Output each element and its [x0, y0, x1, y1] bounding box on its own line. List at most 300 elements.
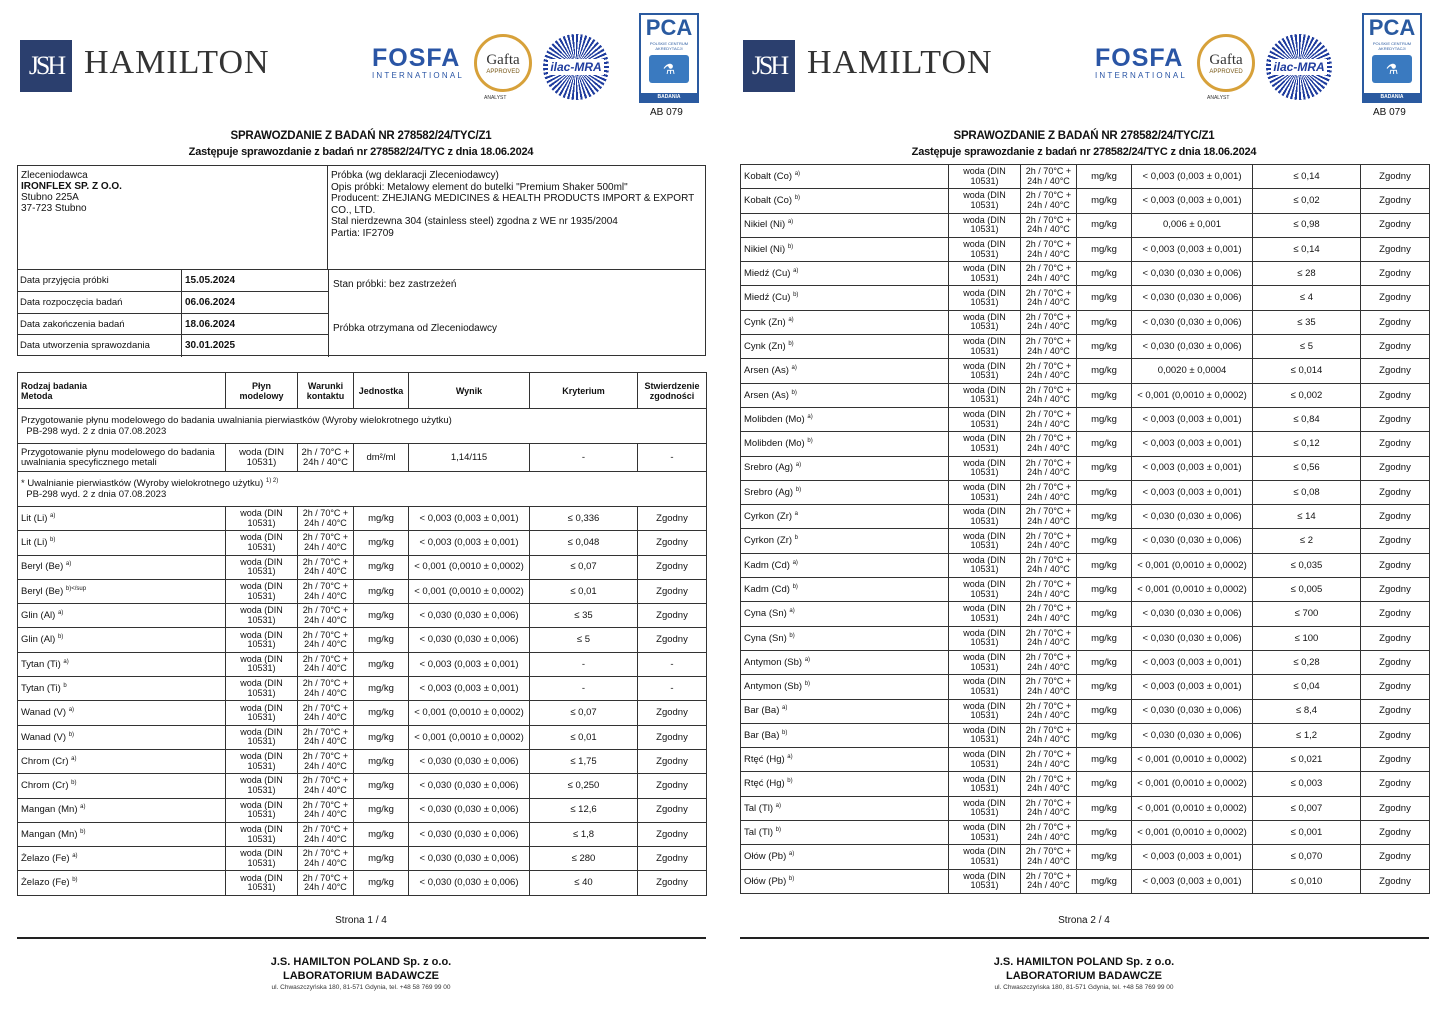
conditions-cell: 2h / 70°C + 24h / 40°C — [1021, 869, 1077, 893]
fluid-cell: woda (DIN 10531) — [949, 286, 1021, 310]
table-row — [741, 845, 1430, 869]
compliance-cell: Zgodny — [638, 847, 707, 871]
element-label: Nikiel (Ni) — [744, 243, 786, 255]
fluid-cell: woda (DIN 10531) — [226, 798, 298, 822]
element-label: Arsen (As) — [744, 365, 789, 377]
table-row — [18, 798, 707, 822]
element-name — [18, 871, 226, 895]
table-row — [18, 847, 707, 871]
element-label: Rtęć (Hg) — [744, 754, 785, 766]
unit-cell: mg/kg — [354, 847, 409, 871]
unit-cell: mg/kg — [354, 798, 409, 822]
conditions-cell: 2h / 70°C + 24h / 40°C — [298, 798, 354, 822]
fluid-cell: woda (DIN 10531) — [226, 774, 298, 798]
result-cell: < 0,030 (0,030 ± 0,006) — [1132, 310, 1253, 334]
prep-name: Przygotowanie płynu modelowego do badania uwalniania specyficznego metali — [18, 444, 226, 472]
compliance-cell: Zgodny — [1361, 237, 1430, 261]
compliance-cell: Zgodny — [1361, 310, 1430, 334]
hamilton-logo-mark: JSH — [20, 40, 72, 92]
result-cell: < 0,001 (0,0010 ± 0,0002) — [1132, 578, 1253, 602]
unit-cell: mg/kg — [1077, 407, 1132, 431]
compliance-cell: Zgodny — [638, 749, 707, 773]
unit-cell: mg/kg — [1077, 359, 1132, 383]
date-row — [18, 335, 328, 357]
page-number: Strona 1 / 4 — [335, 915, 387, 926]
result-cell: < 0,030 (0,030 ± 0,006) — [1132, 262, 1253, 286]
date-label: Data przyjęcia próbki — [18, 270, 182, 291]
result-cell: < 0,030 (0,030 ± 0,006) — [409, 749, 530, 773]
table-row — [18, 507, 707, 531]
date-row — [18, 270, 328, 292]
compliance-cell: Zgodny — [1361, 529, 1430, 553]
criterion-cell: ≤ 0,021 — [1253, 748, 1361, 772]
element-name — [741, 407, 949, 431]
element-label: Srebro (Ag) — [744, 486, 794, 498]
footer-address: ul. Chwaszczyńska 180, 81-571 Gdynia, tel. +48 58 769 99 00 — [994, 984, 1174, 991]
compliance-cell: Zgodny — [1361, 723, 1430, 747]
table-row — [741, 772, 1430, 796]
fluid-cell: woda (DIN 10531) — [949, 772, 1021, 796]
client-block — [18, 166, 328, 270]
result-cell: < 0,003 (0,003 ± 0,001) — [1132, 165, 1253, 189]
unit-cell: mg/kg — [1077, 650, 1132, 674]
fluid-cell: woda (DIN 10531) — [949, 456, 1021, 480]
result-cell: < 0,030 (0,030 ± 0,006) — [1132, 723, 1253, 747]
criterion-cell: ≤ 0,01 — [530, 579, 638, 603]
table-row — [741, 262, 1430, 286]
element-label: Mangan (Mn) — [21, 804, 78, 816]
hamilton-logo-mark: JSH — [743, 40, 795, 92]
footnote-mark: a — [794, 510, 799, 517]
criterion-cell: ≤ 35 — [1253, 310, 1361, 334]
conditions-cell: 2h / 70°C + 24h / 40°C — [1021, 553, 1077, 577]
prep-fluid: woda (DIN 10531) — [226, 444, 298, 472]
criterion-cell: ≤ 0,070 — [1253, 845, 1361, 869]
unit-cell: mg/kg — [354, 677, 409, 701]
element-name — [741, 189, 949, 213]
fluid-cell: woda (DIN 10531) — [226, 701, 298, 725]
unit-cell: mg/kg — [354, 871, 409, 895]
flask-icon: ⚗ — [649, 55, 689, 83]
conditions-cell: 2h / 70°C + 24h / 40°C — [1021, 699, 1077, 723]
criterion-cell: ≤ 0,02 — [1253, 189, 1361, 213]
table-row — [741, 650, 1430, 674]
pca-title: PCA — [645, 15, 693, 40]
fluid-cell: woda (DIN 10531) — [949, 578, 1021, 602]
compliance-cell: Zgodny — [1361, 407, 1430, 431]
footer-company: J.S. HAMILTON POLAND Sp. z o.o. — [270, 956, 452, 968]
footnote-mark: b) — [793, 292, 799, 299]
table-row — [18, 725, 707, 749]
unit-cell: mg/kg — [354, 652, 409, 676]
table-row — [18, 628, 707, 652]
criterion-cell: ≤ 0,250 — [530, 774, 638, 798]
element-label: Chrom (Cr) — [21, 780, 69, 792]
pca-code: AB 079 — [650, 107, 683, 118]
result-cell: < 0,003 (0,003 ± 0,001) — [1132, 407, 1253, 431]
unit-cell: mg/kg — [354, 555, 409, 579]
fosfa-title: FOSFA — [1095, 44, 1184, 72]
fluid-cell: woda (DIN 10531) — [949, 262, 1021, 286]
criterion-cell: ≤ 0,28 — [1253, 650, 1361, 674]
report-info-box — [17, 165, 706, 356]
element-label: Cynk (Zn) — [744, 316, 786, 328]
result-cell: < 0,003 (0,003 ± 0,001) — [1132, 189, 1253, 213]
element-label: Cynk (Zn) — [744, 340, 786, 352]
result-cell: < 0,030 (0,030 ± 0,006) — [409, 774, 530, 798]
element-name — [741, 335, 949, 359]
fluid-cell: woda (DIN 10531) — [226, 725, 298, 749]
gafta-seal — [474, 34, 532, 92]
report-subtitle: Zastępuje sprawozdanie z badań nr 278582/24/TYC z dnia 18.06.2024 — [911, 146, 1257, 158]
hamilton-logo-text: HAMILTON — [84, 44, 270, 81]
th-fluid: Płyn modelowy — [226, 373, 298, 409]
date-value: 30.01.2025 — [185, 340, 236, 352]
fluid-cell: woda (DIN 10531) — [949, 650, 1021, 674]
unit-cell: mg/kg — [354, 749, 409, 773]
unit-cell: mg/kg — [1077, 480, 1132, 504]
pca-sub: POLSKIE CENTRUM AKREDYTACJI — [1372, 41, 1412, 51]
fluid-cell: woda (DIN 10531) — [949, 165, 1021, 189]
footnote-mark: b) — [50, 537, 56, 544]
conditions-cell: 2h / 70°C + 24h / 40°C — [1021, 189, 1077, 213]
footnote-mark: a) — [80, 804, 86, 811]
sample-state: Stan próbki: bez zastrzeżeń — [333, 279, 457, 290]
criterion-cell: ≤ 0,048 — [530, 531, 638, 555]
result-cell: < 0,003 (0,003 ± 0,001) — [409, 507, 530, 531]
compliance-cell: Zgodny — [1361, 213, 1430, 237]
conditions-cell: 2h / 70°C + 24h / 40°C — [298, 507, 354, 531]
element-name — [18, 677, 226, 701]
conditions-cell: 2h / 70°C + 24h / 40°C — [1021, 359, 1077, 383]
element-label: Chrom (Cr) — [21, 755, 69, 767]
table-row — [741, 578, 1430, 602]
element-label: Miedź (Cu) — [744, 292, 791, 304]
unit-cell: mg/kg — [1077, 723, 1132, 747]
unit-cell: mg/kg — [354, 822, 409, 846]
element-name — [741, 821, 949, 845]
footnote-mark: b) — [789, 632, 795, 639]
element-name — [741, 772, 949, 796]
criterion-cell: ≤ 0,08 — [1253, 480, 1361, 504]
conditions-cell: 2h / 70°C + 24h / 40°C — [298, 652, 354, 676]
element-label: Cyrkon (Zr) — [744, 535, 793, 547]
compliance-cell: Zgodny — [638, 725, 707, 749]
footnote-mark: b) — [792, 583, 798, 590]
criterion-cell: ≤ 0,01 — [530, 725, 638, 749]
footnote-mark: a) — [71, 755, 77, 762]
compliance-cell: Zgodny — [638, 507, 707, 531]
criterion-cell: ≤ 0,84 — [1253, 407, 1361, 431]
compliance-cell: Zgodny — [1361, 772, 1430, 796]
criterion-cell: ≤ 14 — [1253, 505, 1361, 529]
conditions-cell: 2h / 70°C + 24h / 40°C — [1021, 650, 1077, 674]
conditions-cell: 2h / 70°C + 24h / 40°C — [1021, 286, 1077, 310]
unit-cell: mg/kg — [1077, 626, 1132, 650]
conditions-cell: 2h / 70°C + 24h / 40°C — [298, 725, 354, 749]
unit-cell: mg/kg — [1077, 335, 1132, 359]
fluid-cell: woda (DIN 10531) — [949, 699, 1021, 723]
table-row — [18, 555, 707, 579]
compliance-cell: Zgodny — [638, 871, 707, 895]
client-label: Zleceniodawca — [21, 170, 88, 181]
sample-producer: Producent: ZHEJIANG MEDICINES & HEALTH PRODUCTS IMPORT & EXPORT CO., LTD. — [331, 193, 695, 216]
result-cell: < 0,001 (0,0010 ± 0,0002) — [409, 725, 530, 749]
element-label: Beryl (Be) — [21, 585, 64, 597]
element-name — [741, 505, 949, 529]
unit-cell: mg/kg — [1077, 675, 1132, 699]
result-cell: < 0,030 (0,030 ± 0,006) — [1132, 699, 1253, 723]
conditions-cell: 2h / 70°C + 24h / 40°C — [1021, 456, 1077, 480]
conditions-cell: 2h / 70°C + 24h / 40°C — [1021, 821, 1077, 845]
compliance-cell: Zgodny — [1361, 189, 1430, 213]
conditions-cell: 2h / 70°C + 24h / 40°C — [1021, 505, 1077, 529]
compliance-cell: Zgodny — [638, 628, 707, 652]
prep-ok: - — [638, 444, 707, 472]
fluid-cell: woda (DIN 10531) — [949, 723, 1021, 747]
unit-cell: mg/kg — [354, 507, 409, 531]
element-name — [741, 165, 949, 189]
element-label: Tal (Tl) — [744, 802, 774, 814]
footnote-mark: a) — [789, 608, 795, 615]
compliance-cell: Zgodny — [1361, 578, 1430, 602]
fosfa-title: FOSFA — [372, 44, 461, 72]
unit-cell: mg/kg — [354, 628, 409, 652]
footnote-mark: b — [63, 682, 67, 689]
unit-cell: mg/kg — [1077, 748, 1132, 772]
compliance-cell: Zgodny — [1361, 383, 1430, 407]
criterion-cell: - — [530, 652, 638, 676]
th-conditions: Warunki kontaktu — [298, 373, 354, 409]
element-name — [18, 579, 226, 603]
compliance-cell: Zgodny — [638, 774, 707, 798]
table-row — [741, 675, 1430, 699]
element-name — [741, 213, 949, 237]
criterion-cell: ≤ 0,07 — [530, 555, 638, 579]
sample-desc: Opis próbki: Metalowy element do butelki "Premium Shaker 500ml" — [331, 181, 628, 193]
criterion-cell: ≤ 0,010 — [1253, 869, 1361, 893]
gafta-title: Gafta — [486, 51, 520, 68]
footnote-mark: b) — [80, 828, 86, 835]
table-row — [741, 456, 1430, 480]
unit-cell: mg/kg — [354, 725, 409, 749]
ilac-mra-logo — [543, 34, 609, 100]
compliance-cell: Zgodny — [1361, 286, 1430, 310]
criterion-cell: ≤ 40 — [530, 871, 638, 895]
footnote-mark: a) — [65, 561, 72, 568]
element-name — [18, 749, 226, 773]
result-cell: < 0,030 (0,030 ± 0,006) — [1132, 529, 1253, 553]
element-label: Cyrkon (Zr) — [744, 511, 793, 523]
gafta-analyst: ANALYST — [484, 95, 507, 101]
element-label: Cyna (Sn) — [744, 632, 787, 644]
unit-cell: mg/kg — [1077, 578, 1132, 602]
result-cell: < 0,001 (0,0010 ± 0,0002) — [1132, 748, 1253, 772]
element-label: Glin (Al) — [21, 610, 56, 622]
criterion-cell: ≤ 0,14 — [1253, 237, 1361, 261]
fluid-cell: woda (DIN 10531) — [949, 626, 1021, 650]
result-cell: < 0,030 (0,030 ± 0,006) — [1132, 505, 1253, 529]
criterion-cell: ≤ 8,4 — [1253, 699, 1361, 723]
table-row — [741, 821, 1430, 845]
conditions-cell: 2h / 70°C + 24h / 40°C — [1021, 626, 1077, 650]
footnote-mark: b) — [68, 731, 75, 738]
footnote-mark: b) — [72, 877, 78, 884]
gafta-analyst: ANALYST — [1207, 95, 1230, 101]
element-label: Kobalt (Co) — [744, 195, 793, 207]
result-cell: < 0,003 (0,003 ± 0,001) — [409, 531, 530, 555]
compliance-cell: Zgodny — [1361, 359, 1430, 383]
fluid-cell: woda (DIN 10531) — [949, 602, 1021, 626]
conditions-cell: 2h / 70°C + 24h / 40°C — [1021, 213, 1077, 237]
criterion-cell: ≤ 0,014 — [1253, 359, 1361, 383]
pca-badania: BADANIA — [1364, 93, 1420, 101]
compliance-cell: Zgodny — [1361, 869, 1430, 893]
element-label: Glin (Al) — [21, 634, 56, 646]
element-name — [18, 725, 226, 749]
conditions-cell: 2h / 70°C + 24h / 40°C — [298, 774, 354, 798]
result-cell: < 0,003 (0,003 ± 0,001) — [1132, 456, 1253, 480]
result-cell: < 0,003 (0,003 ± 0,001) — [1132, 675, 1253, 699]
fluid-cell: woda (DIN 10531) — [949, 383, 1021, 407]
pca-code: AB 079 — [1373, 107, 1406, 118]
fluid-cell: woda (DIN 10531) — [226, 847, 298, 871]
criterion-cell: ≤ 12,6 — [530, 798, 638, 822]
footnote-mark: a) — [804, 656, 811, 663]
criterion-cell: ≤ 1,75 — [530, 749, 638, 773]
unit-cell: mg/kg — [1077, 529, 1132, 553]
footnote-mark: a) — [791, 365, 797, 372]
result-cell: < 0,001 (0,0010 ± 0,0002) — [1132, 772, 1253, 796]
element-label: Żelazo (Fe) — [21, 853, 70, 865]
date-label: Data utworzenia sprawozdania — [18, 335, 182, 357]
ilac-mra-logo — [1266, 34, 1332, 100]
element-label: Tal (Tl) — [744, 826, 774, 838]
compliance-cell: Zgodny — [1361, 675, 1430, 699]
criterion-cell: ≤ 2 — [1253, 529, 1361, 553]
element-label: Antymon (Sb) — [744, 681, 803, 693]
report-title: SPRAWOZDANIE Z BADAŃ NR 278582/24/TYC/Z1 — [953, 130, 1215, 142]
element-label: Kadm (Cd) — [744, 559, 790, 571]
criterion-cell: ≤ 28 — [1253, 262, 1361, 286]
unit-cell: mg/kg — [1077, 796, 1132, 820]
footnote-mark: a) — [792, 559, 798, 566]
sample-state-block — [328, 270, 705, 357]
conditions-cell: 2h / 70°C + 24h / 40°C — [1021, 748, 1077, 772]
element-name — [741, 602, 949, 626]
gafta-seal — [1197, 34, 1255, 92]
element-name — [18, 604, 226, 628]
footnote-mark: b) — [787, 243, 794, 250]
fluid-cell: woda (DIN 10531) — [226, 822, 298, 846]
result-cell: < 0,003 (0,003 ± 0,001) — [1132, 480, 1253, 504]
element-name — [741, 432, 949, 456]
compliance-cell: Zgodny — [1361, 845, 1430, 869]
results-table-2 — [740, 164, 1430, 894]
table-row — [741, 748, 1430, 772]
ilac-text: ilac-MRA — [550, 60, 602, 74]
conditions-cell: 2h / 70°C + 24h / 40°C — [1021, 845, 1077, 869]
criterion-cell: ≤ 0,04 — [1253, 675, 1361, 699]
footnote-mark: a) — [787, 753, 793, 760]
compliance-cell: Zgodny — [638, 579, 707, 603]
compliance-cell: Zgodny — [1361, 553, 1430, 577]
conditions-cell: 2h / 70°C + 24h / 40°C — [1021, 432, 1077, 456]
gafta-sub: APPROVED — [486, 68, 520, 75]
fluid-cell: woda (DIN 10531) — [949, 675, 1021, 699]
fluid-cell: woda (DIN 10531) — [949, 335, 1021, 359]
criterion-cell: ≤ 4 — [1253, 286, 1361, 310]
table-row — [741, 237, 1430, 261]
result-cell: < 0,001 (0,0010 ± 0,0002) — [409, 701, 530, 725]
table-row — [741, 699, 1430, 723]
footer-divider — [17, 937, 706, 939]
prep-result: 1,14/115 — [409, 444, 530, 472]
footnote-mark: a) — [788, 851, 795, 858]
element-label: Antymon (Sb) — [744, 656, 803, 668]
element-name — [18, 628, 226, 652]
table-row — [18, 444, 707, 472]
compliance-cell: Zgodny — [1361, 626, 1430, 650]
element-label: Nikiel (Ni) — [744, 219, 786, 231]
element-name — [741, 650, 949, 674]
fluid-cell: woda (DIN 10531) — [949, 189, 1021, 213]
footer-address: ul. Chwaszczyńska 180, 81-571 Gdynia, tel. +48 58 769 99 00 — [271, 984, 451, 991]
result-cell: < 0,030 (0,030 ± 0,006) — [1132, 602, 1253, 626]
element-label: Molibden (Mo) — [744, 438, 805, 450]
element-name — [18, 847, 226, 871]
unit-cell: mg/kg — [1077, 383, 1132, 407]
table-row — [741, 383, 1430, 407]
criterion-cell: ≤ 1,2 — [1253, 723, 1361, 747]
criterion-cell: ≤ 5 — [530, 628, 638, 652]
table-row — [741, 796, 1430, 820]
result-cell: < 0,001 (0,0010 ± 0,0002) — [409, 555, 530, 579]
sample-block — [328, 166, 705, 270]
footnote-mark: a) — [795, 462, 802, 469]
fluid-cell: woda (DIN 10531) — [949, 213, 1021, 237]
fluid-cell: woda (DIN 10531) — [226, 677, 298, 701]
table-row — [18, 604, 707, 628]
fluid-cell: woda (DIN 10531) — [949, 432, 1021, 456]
element-name — [741, 869, 949, 893]
compliance-cell: Zgodny — [1361, 650, 1430, 674]
prep-cond: 2h / 70°C + 24h / 40°C — [298, 444, 354, 472]
unit-cell: mg/kg — [1077, 213, 1132, 237]
compliance-cell: Zgodny — [638, 555, 707, 579]
fosfa-logo — [372, 46, 464, 80]
unit-cell: mg/kg — [1077, 456, 1132, 480]
result-cell: < 0,001 (0,0010 ± 0,0002) — [1132, 796, 1253, 820]
element-label: Beryl (Be) — [21, 561, 64, 573]
unit-cell: mg/kg — [1077, 699, 1132, 723]
date-label: Data rozpoczęcia badań — [18, 292, 182, 313]
result-cell: 0,0020 ± 0,0004 — [1132, 359, 1253, 383]
unit-cell: mg/kg — [354, 531, 409, 555]
criterion-cell: ≤ 0,003 — [1253, 772, 1361, 796]
unit-cell: mg/kg — [354, 579, 409, 603]
footnote-mark: a) — [793, 267, 799, 274]
unit-cell: mg/kg — [1077, 772, 1132, 796]
th-type: Rodzaj badania Metoda — [18, 373, 226, 409]
element-label: Lit (Li) — [21, 512, 48, 524]
table-row — [18, 701, 707, 725]
report-page-1 — [0, 0, 722, 1023]
conditions-cell: 2h / 70°C + 24h / 40°C — [298, 677, 354, 701]
client-address-2: 37-723 Stubno — [21, 203, 87, 214]
footer-lab: LABORATORIUM BADAWCZE — [1005, 970, 1163, 982]
result-cell: < 0,030 (0,030 ± 0,006) — [409, 628, 530, 652]
